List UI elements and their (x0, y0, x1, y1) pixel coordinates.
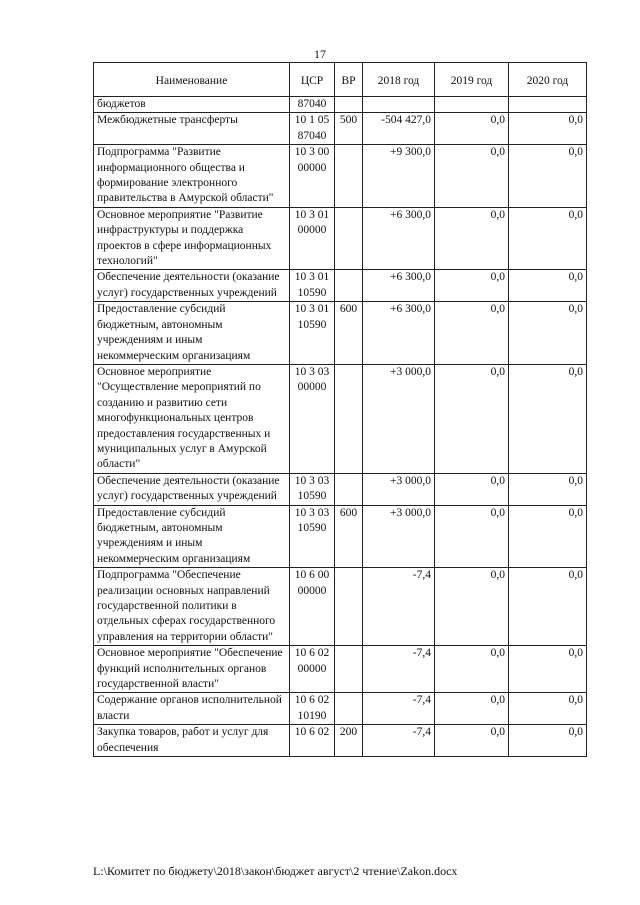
row-name: Межбюджетные трансферты (94, 113, 290, 145)
table-header-row (94, 63, 587, 97)
row-2020 (509, 97, 587, 113)
row-vr: 200 (335, 725, 363, 757)
table-row (94, 364, 587, 473)
row-2018: +3 000,0 (363, 473, 435, 505)
row-2020: 0,0 (509, 693, 587, 725)
row-name: Основное мероприятие "Развитие инфраструктуры и поддержка проектов в сфере информационных технологий" (94, 207, 290, 270)
row-2020: 0,0 (509, 113, 587, 145)
row-csr: 10 3 00 00000 (290, 145, 335, 208)
row-vr (335, 693, 363, 725)
row-2018: -7,4 (363, 693, 435, 725)
row-vr: 500 (335, 113, 363, 145)
row-2020: 0,0 (509, 364, 587, 473)
row-vr (335, 473, 363, 505)
row-name: Содержание органов исполнительной власти (94, 693, 290, 725)
table-row (94, 505, 587, 568)
row-2018: +3 000,0 (363, 364, 435, 473)
row-2018: +3 000,0 (363, 505, 435, 568)
row-vr (335, 145, 363, 208)
row-csr: 10 6 02 (290, 725, 335, 757)
row-vr (335, 207, 363, 270)
row-2020: 0,0 (509, 207, 587, 270)
row-2018: +6 300,0 (363, 207, 435, 270)
row-2019: 0,0 (435, 270, 509, 302)
row-2018: -504 427,0 (363, 113, 435, 145)
table-row (94, 270, 587, 302)
table-row (94, 693, 587, 725)
row-name: Закупка товаров, работ и услуг для обеспечения (94, 725, 290, 757)
row-2019: 0,0 (435, 693, 509, 725)
table-row (94, 145, 587, 208)
header-2020: 2020 год (509, 63, 587, 97)
row-name: Предоставление субсидий бюджетным, автономным учреждениям и иным некоммерческим организациям (94, 302, 290, 365)
row-2018: +6 300,0 (363, 302, 435, 365)
table-row (94, 473, 587, 505)
row-2020: 0,0 (509, 646, 587, 693)
header-2018: 2018 год (363, 63, 435, 97)
row-csr: 10 6 02 10190 (290, 693, 335, 725)
row-2019: 0,0 (435, 505, 509, 568)
row-2018 (363, 97, 435, 113)
row-2019: 0,0 (435, 473, 509, 505)
header-csr: ЦСР (290, 63, 335, 97)
row-name: Обеспечение деятельности (оказание услуг) государственных учреждений (94, 473, 290, 505)
row-2019: 0,0 (435, 207, 509, 270)
row-2019: 0,0 (435, 302, 509, 365)
row-2019: 0,0 (435, 725, 509, 757)
header-name: Наименование (94, 63, 290, 97)
row-2018: +6 300,0 (363, 270, 435, 302)
row-vr: 600 (335, 505, 363, 568)
row-2020: 0,0 (509, 473, 587, 505)
row-name: бюджетов (94, 97, 290, 113)
row-csr: 10 3 03 10590 (290, 473, 335, 505)
table-row (94, 725, 587, 757)
header-vr: ВР (335, 63, 363, 97)
row-name: Основное мероприятие "Обеспечение функций исполнительных органов государственной власти" (94, 646, 290, 693)
row-vr (335, 364, 363, 473)
row-csr: 10 3 01 10590 (290, 270, 335, 302)
table-row (94, 97, 587, 113)
row-2020: 0,0 (509, 725, 587, 757)
row-vr (335, 97, 363, 113)
row-2020: 0,0 (509, 145, 587, 208)
row-2020: 0,0 (509, 568, 587, 646)
table-row (94, 568, 587, 646)
row-csr: 10 6 00 00000 (290, 568, 335, 646)
row-2018: -7,4 (363, 725, 435, 757)
row-2019: 0,0 (435, 646, 509, 693)
budget-table (93, 62, 587, 757)
row-2020: 0,0 (509, 302, 587, 365)
table-row (94, 646, 587, 693)
row-csr: 10 3 03 00000 (290, 364, 335, 473)
row-csr: 10 3 03 10590 (290, 505, 335, 568)
row-csr: 10 3 01 00000 (290, 207, 335, 270)
row-name: Подпрограмма "Обеспечение реализации основных направлений государственной политики в отдельных сферах государственного управления на территории области" (94, 568, 290, 646)
table-row (94, 207, 587, 270)
row-2019: 0,0 (435, 145, 509, 208)
row-2018: +9 300,0 (363, 145, 435, 208)
row-csr: 10 6 02 00000 (290, 646, 335, 693)
table-row (94, 302, 587, 365)
row-2019: 0,0 (435, 568, 509, 646)
row-csr: 87040 (290, 97, 335, 113)
header-2019: 2019 год (435, 63, 509, 97)
row-csr: 10 3 01 10590 (290, 302, 335, 365)
row-2020: 0,0 (509, 270, 587, 302)
row-csr: 10 1 05 87040 (290, 113, 335, 145)
row-2018: -7,4 (363, 646, 435, 693)
row-2019 (435, 97, 509, 113)
row-2019: 0,0 (435, 364, 509, 473)
row-vr (335, 646, 363, 693)
row-name: Предоставление субсидий бюджетным, автономным учреждениям и иным некоммерческим организациям (94, 505, 290, 568)
row-2018: -7,4 (363, 568, 435, 646)
row-name: Обеспечение деятельности (оказание услуг) государственных учреждений (94, 270, 290, 302)
row-name: Подпрограмма "Развитие информационного общества и формирование электронного правительства в Амурской области" (94, 145, 290, 208)
row-name: Основное мероприятие "Осуществление мероприятий по созданию и развитию сети многофункциональных центров предоставления государственных и муниципальных услуг в Амурской области" (94, 364, 290, 473)
row-vr (335, 270, 363, 302)
row-2019: 0,0 (435, 113, 509, 145)
page-number: 17 (314, 47, 326, 61)
row-vr (335, 568, 363, 646)
row-vr: 600 (335, 302, 363, 365)
file-path-footer: L:\Комитет по бюджету\2018\закон\бюджет август\2 чтение\Zakon.docx (93, 864, 458, 878)
table-row (94, 113, 587, 145)
row-2020: 0,0 (509, 505, 587, 568)
